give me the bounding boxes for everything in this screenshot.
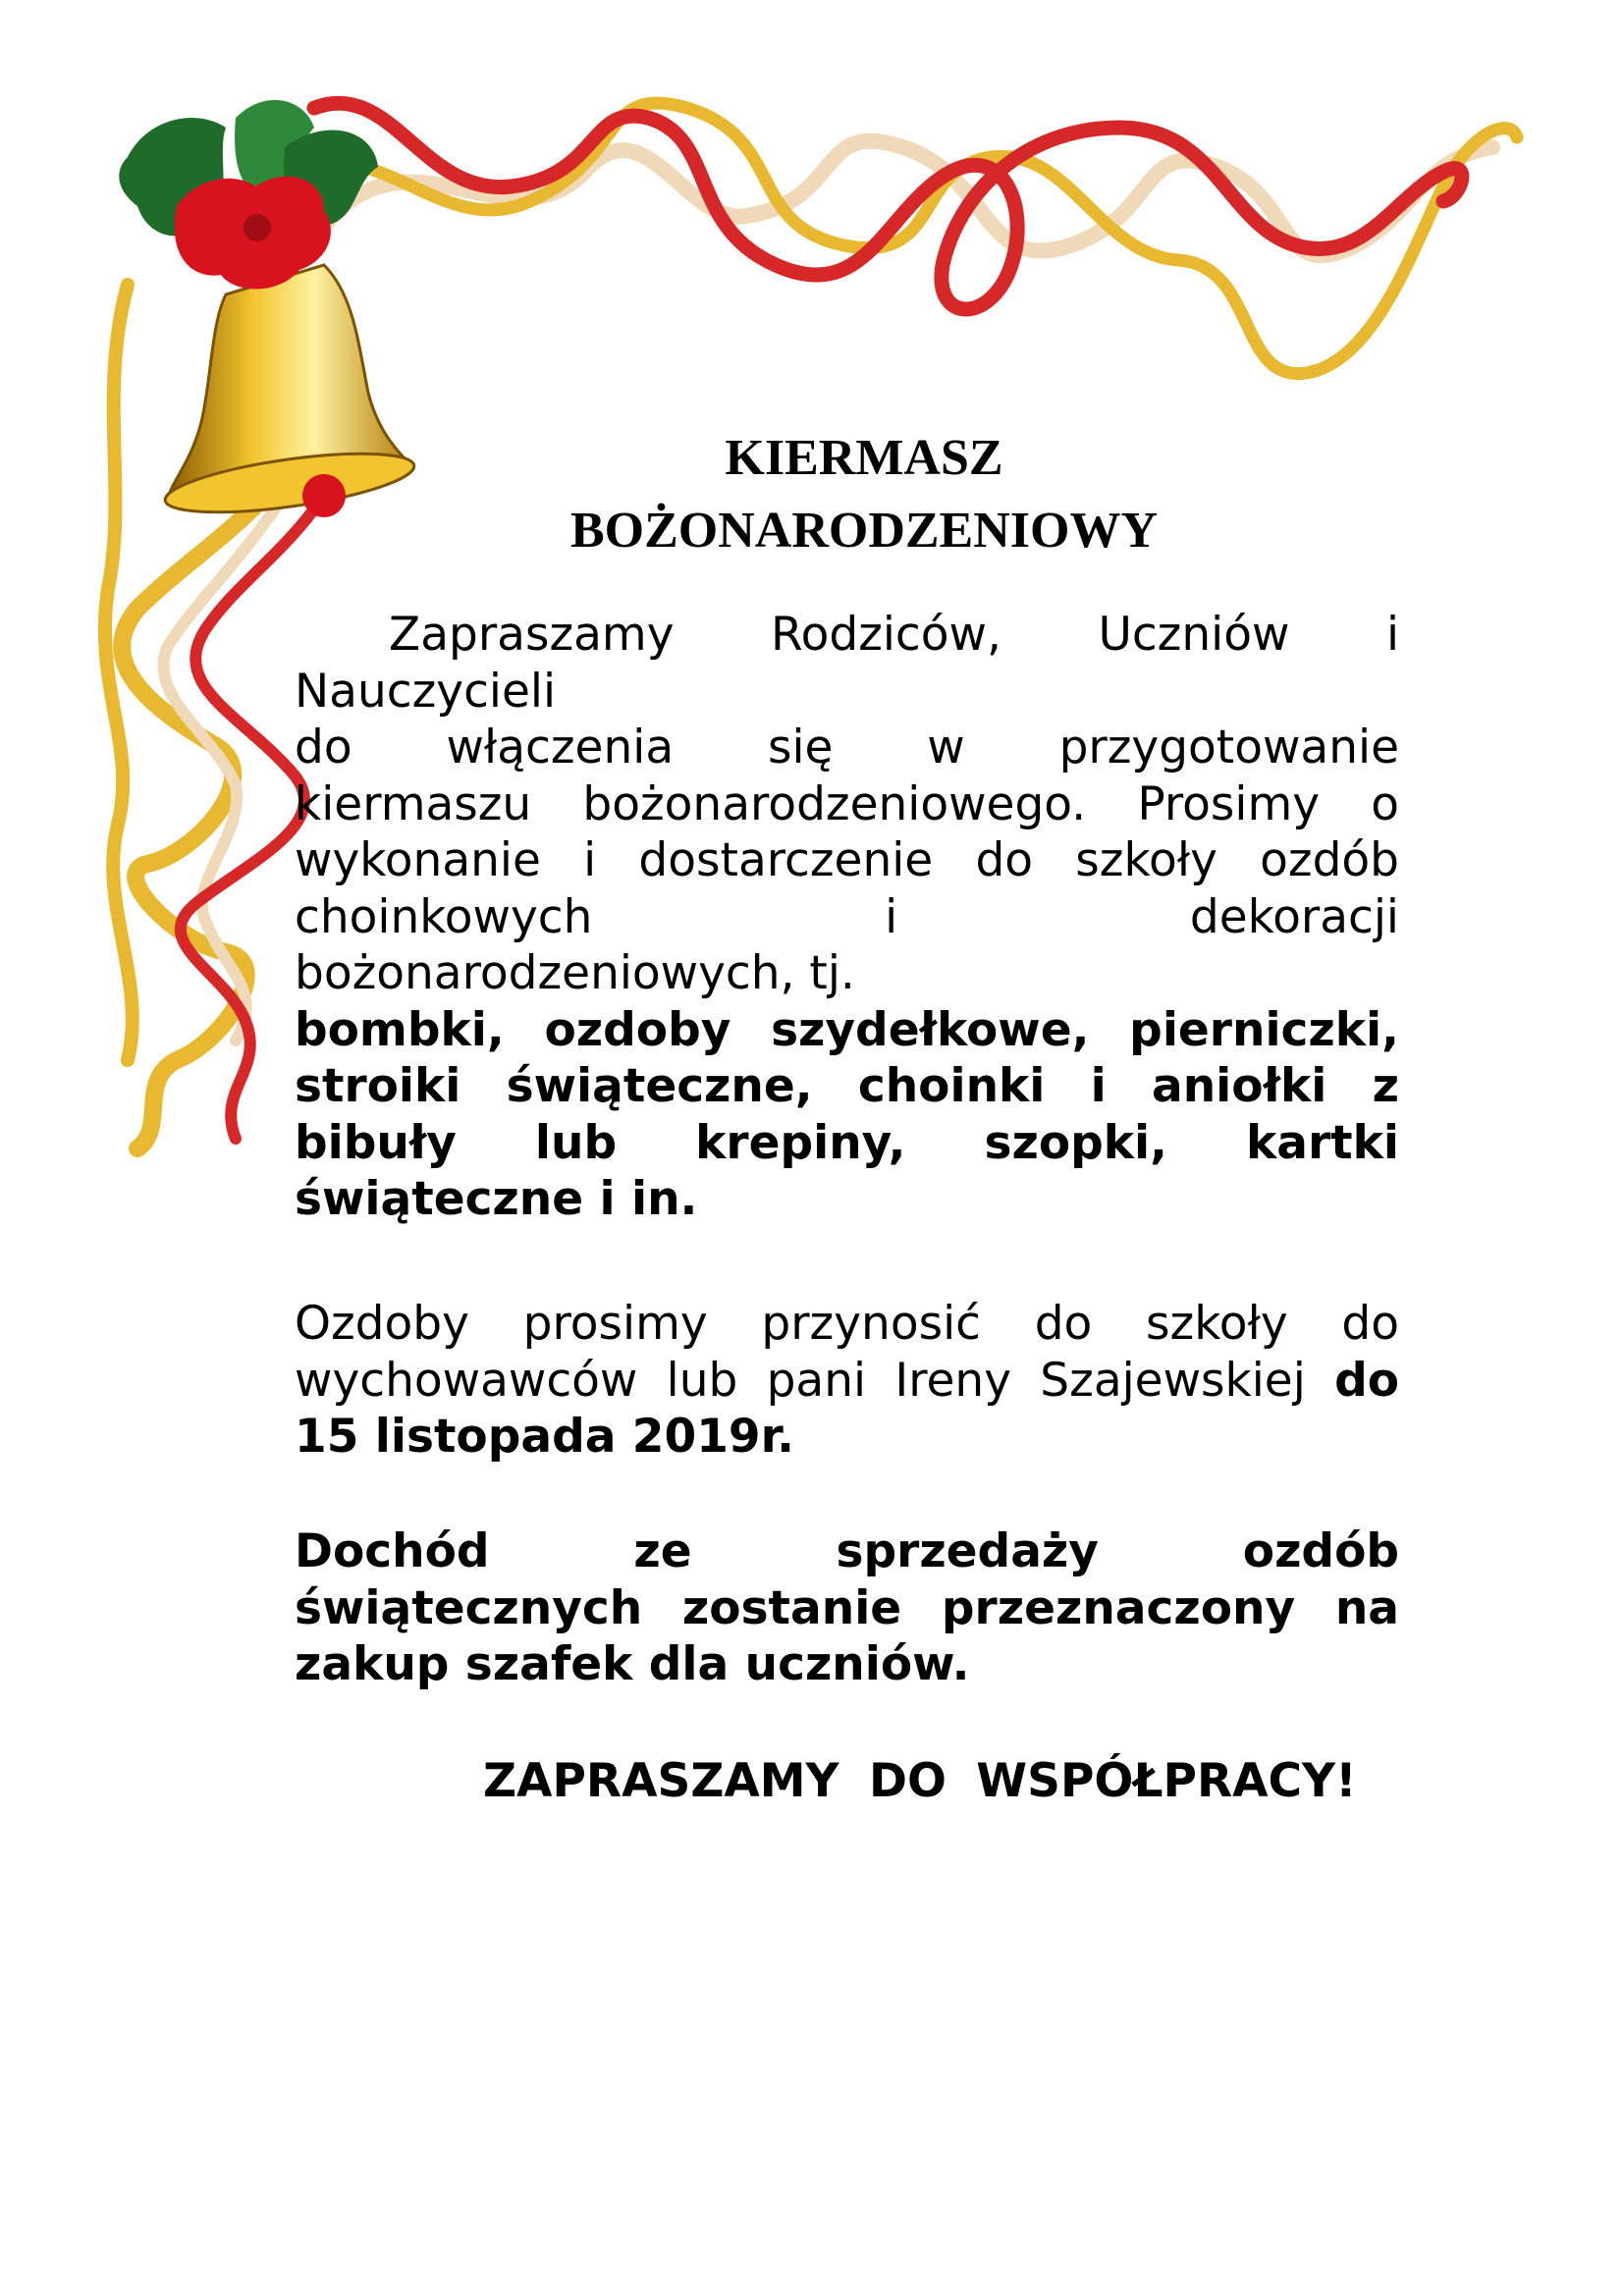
intro-line: do włączenia się w przygotowanie bbox=[295, 721, 1399, 774]
title-line-2: BOŻONARODZENIOWY bbox=[569, 503, 1159, 559]
items-line: stroiki świąteczne, choinki i aniołki z bbox=[295, 1059, 1399, 1113]
income-paragraph bbox=[295, 1523, 1399, 1693]
title-line-1: KIERMASZ bbox=[725, 430, 1003, 486]
deadline-prefix: do bbox=[1334, 1353, 1399, 1408]
income-line: Dochód ze sprzedaży ozdób bbox=[295, 1524, 1399, 1578]
intro-line: wykonanie i dostarczenie do szkoły ozdób bbox=[295, 833, 1399, 887]
delivery-line: wychowawców lub pani Ireny Szajewskiej do bbox=[295, 1353, 1399, 1408]
items-line: bombki, ozdoby szydełkowe, pierniczki, bbox=[295, 1002, 1399, 1057]
delivery-paragraph bbox=[295, 1296, 1399, 1466]
holly-icon bbox=[119, 100, 378, 290]
delivery-line: Ozdoby prosimy przynosić do szkoły do bbox=[295, 1297, 1399, 1351]
deadline-date: 15 listopada 2019r. bbox=[295, 1410, 794, 1464]
income-line: zakup szafek dla uczniów. bbox=[295, 1637, 970, 1691]
intro-line: Zapraszamy Rodziców, Uczniów i bbox=[389, 608, 1399, 662]
items-line: bibuły lub krepiny, szopki, kartki bbox=[295, 1115, 1399, 1170]
items-line: świąteczne i in. bbox=[295, 1172, 698, 1226]
closing-invitation: ZAPRASZAMY DO WSPÓŁPRACY! bbox=[483, 1754, 1357, 1808]
income-line: świątecznych zostanie przeznaczony na bbox=[295, 1580, 1399, 1635]
intro-line: Nauczycieli bbox=[295, 664, 557, 719]
intro-line: kiermaszu bożonarodzeniowego. Prosimy o bbox=[295, 776, 1399, 831]
intro-line: bożonarodzeniowych, tj. bbox=[295, 946, 855, 1000]
bell-icon bbox=[162, 265, 417, 524]
intro-paragraph bbox=[295, 607, 1399, 1228]
intro-line: choinkowych i dekoracji bbox=[295, 889, 1399, 944]
